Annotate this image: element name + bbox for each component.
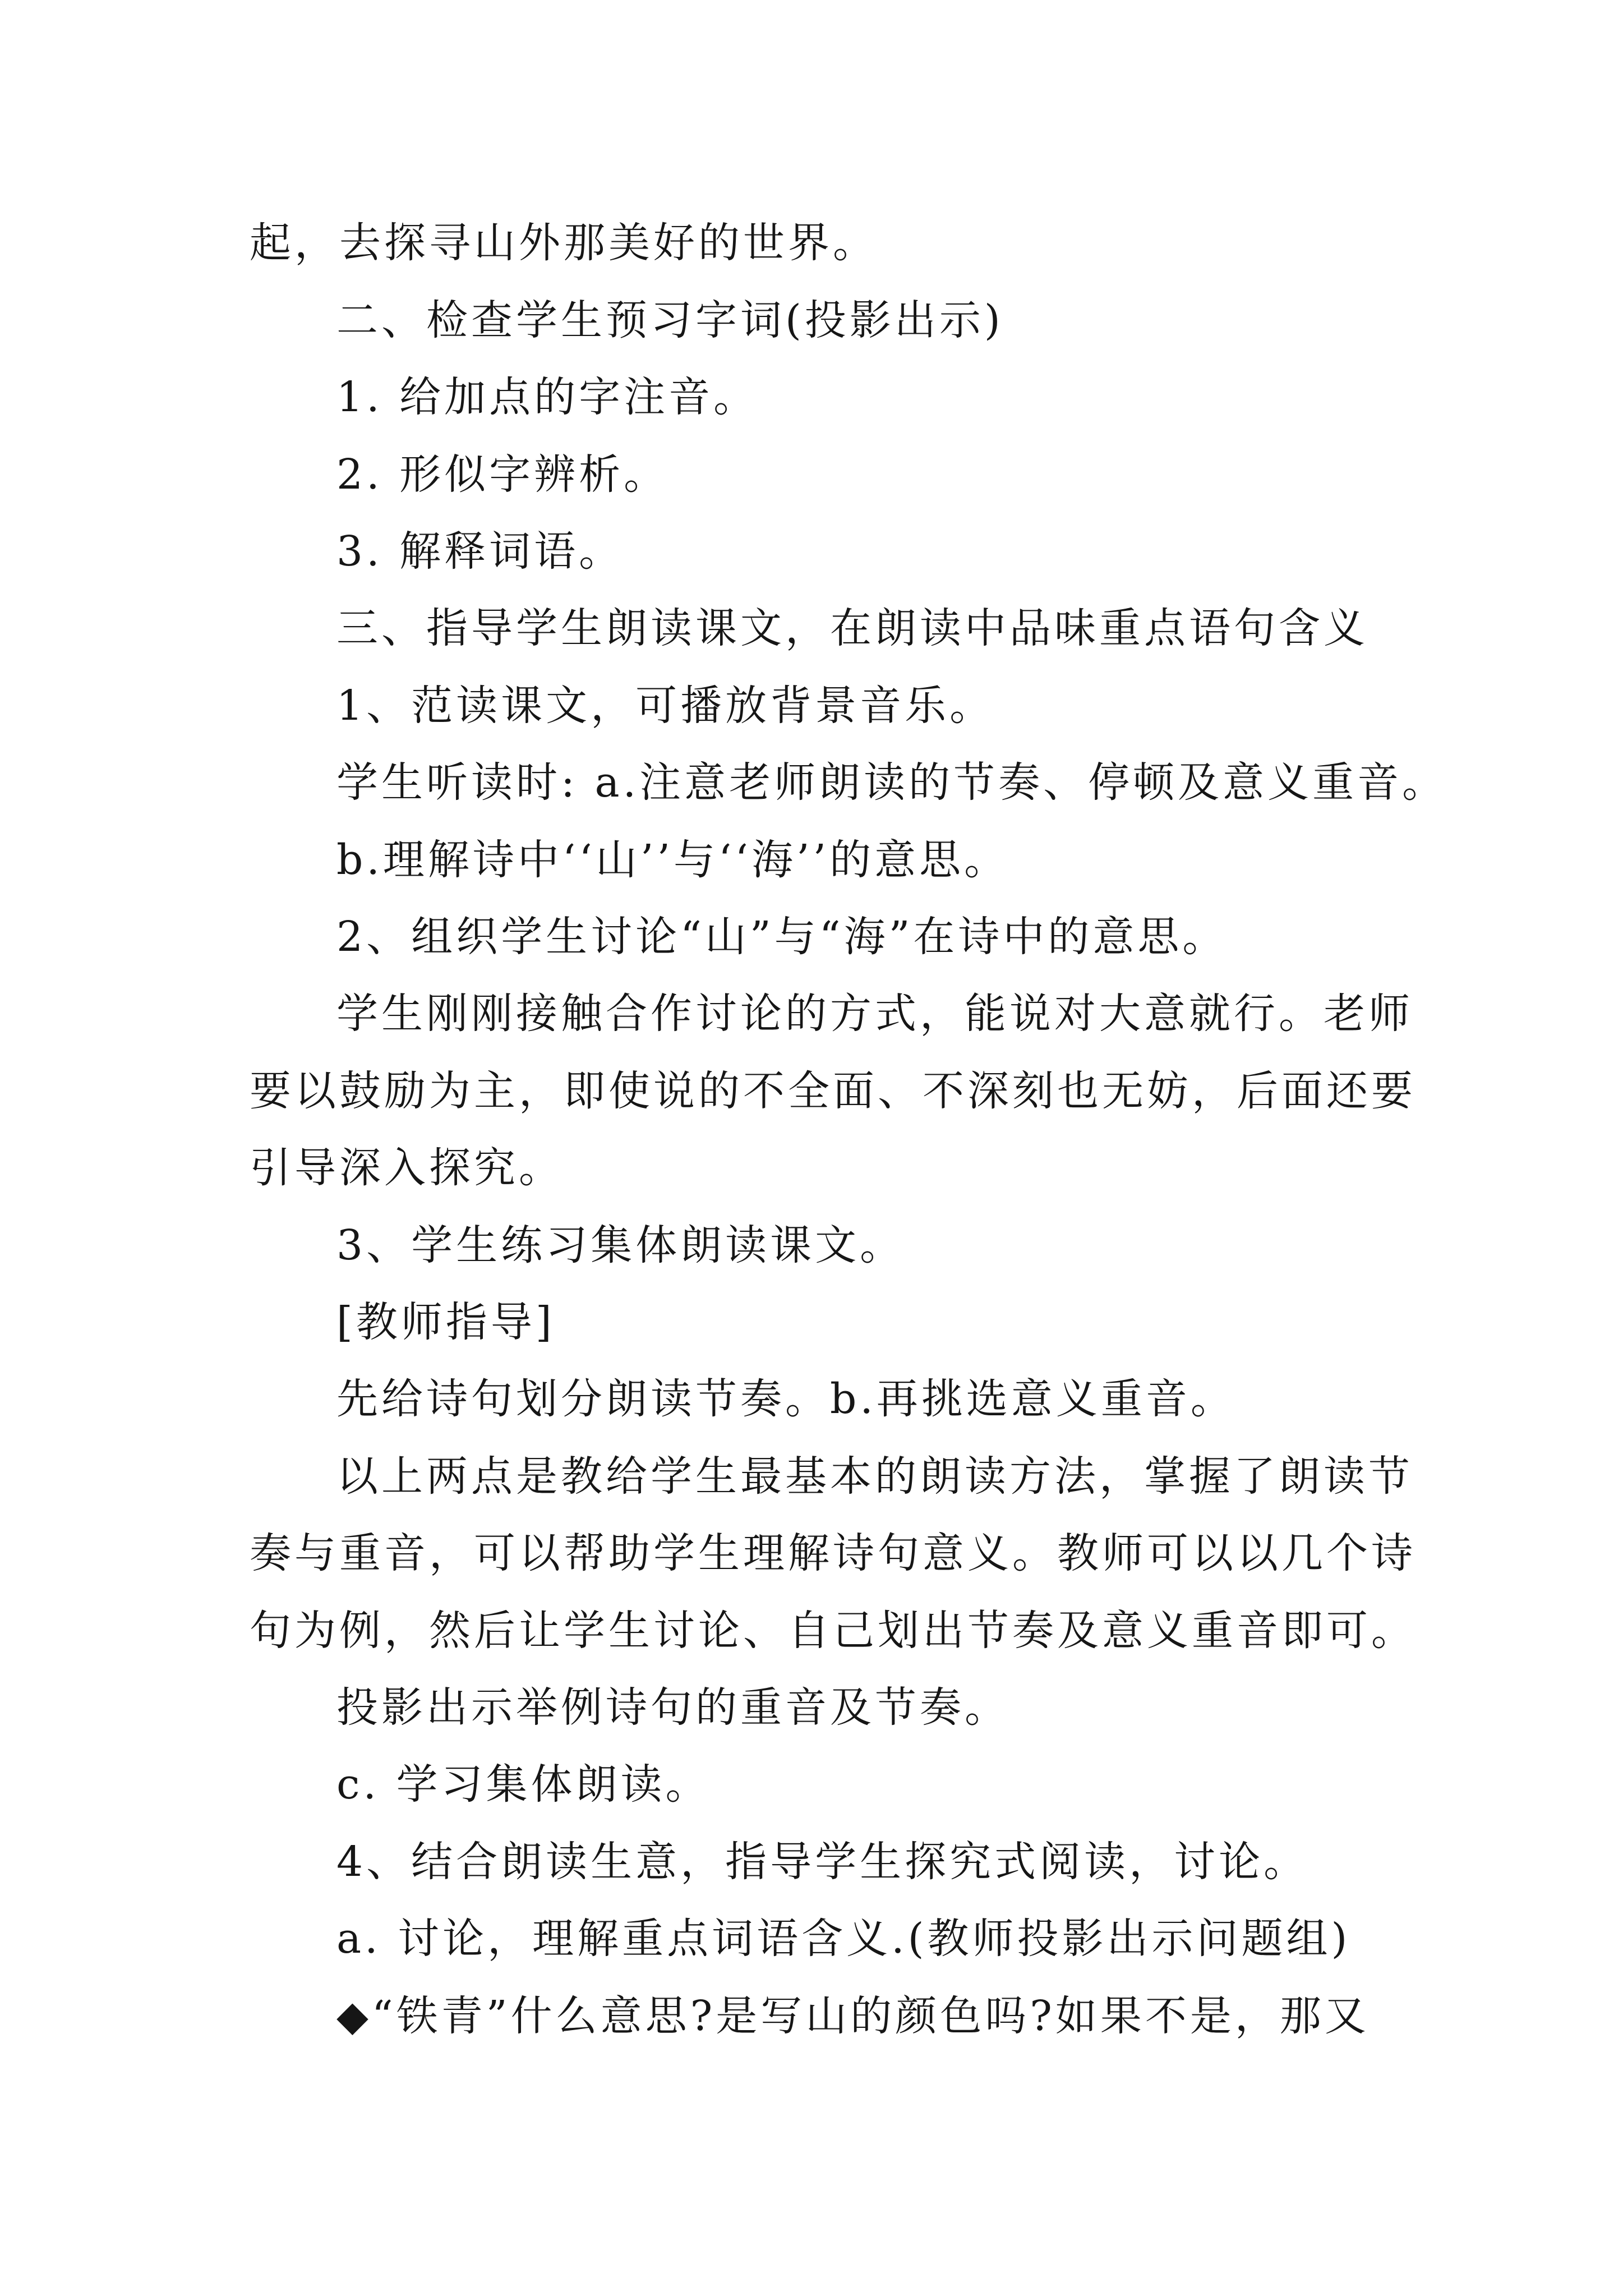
text-line: 先给诗句划分朗读节奏。b.再挑选意义重音。 [336,1375,1235,1423]
text-line: 1、范读课文，可播放背景音乐。 [336,682,995,730]
text-line: a. 讨论，理解重点词语含义.(教师投影出示问题组) [336,1915,1351,1963]
text-line: 奏与重音，可以帮助学生理解诗句意义。教师可以以几个诗 [250,1529,1416,1577]
text-line: [教师指导] [336,1298,555,1346]
text-line: 4、结合朗读生意，指导学生探究式阅读，讨论。 [336,1838,1309,1886]
text-line: 2. 形似字辨析。 [336,450,669,499]
text-line: b.理解诗中‘‘山’’与‘‘海’’的意思。 [336,836,1009,884]
text-line: 句为例，然后让学生讨论、自己划出节奏及意义重音即可。 [250,1607,1416,1655]
text-line: 3、学生练习集体朗读课文。 [336,1221,905,1269]
text-line: c. 学习集体朗读。 [336,1760,711,1809]
text-line: 3. 解释词语。 [336,527,624,576]
text-line: 2、组织学生讨论“山”与“海”在诗中的意思。 [336,913,1228,961]
text-line: 要以鼓励为主，即使说的不全面、不深刻也无妨，后面还要 [250,1067,1416,1115]
text-line: 起，去探寻山外那美好的世界。 [250,219,878,267]
text-line: 1. 给加点的字注音。 [336,373,759,421]
text-line: 学生听读时: a.注意老师朗读的节奏、停顿及意义重音。 [336,758,1447,807]
text-line: 二、检查学生预习字词(投影出示) [336,296,1004,344]
text-line: ◆“铁青”什么意思?是写山的颜色吗?如果不是，那又 [336,1992,1370,2040]
text-line: 学生刚刚接触合作讨论的方式，能说对大意就行。老师 [336,990,1413,1038]
text-line: 引导深入探究。 [250,1144,564,1192]
text-line: 以上两点是教给学生最基本的朗读方法，掌握了朗读节 [336,1452,1413,1501]
text-line: 投影出示举例诗句的重音及节奏。 [336,1683,1009,1732]
text-line: 三、指导学生朗读课文，在朗读中品味重点语句含义 [336,604,1368,652]
